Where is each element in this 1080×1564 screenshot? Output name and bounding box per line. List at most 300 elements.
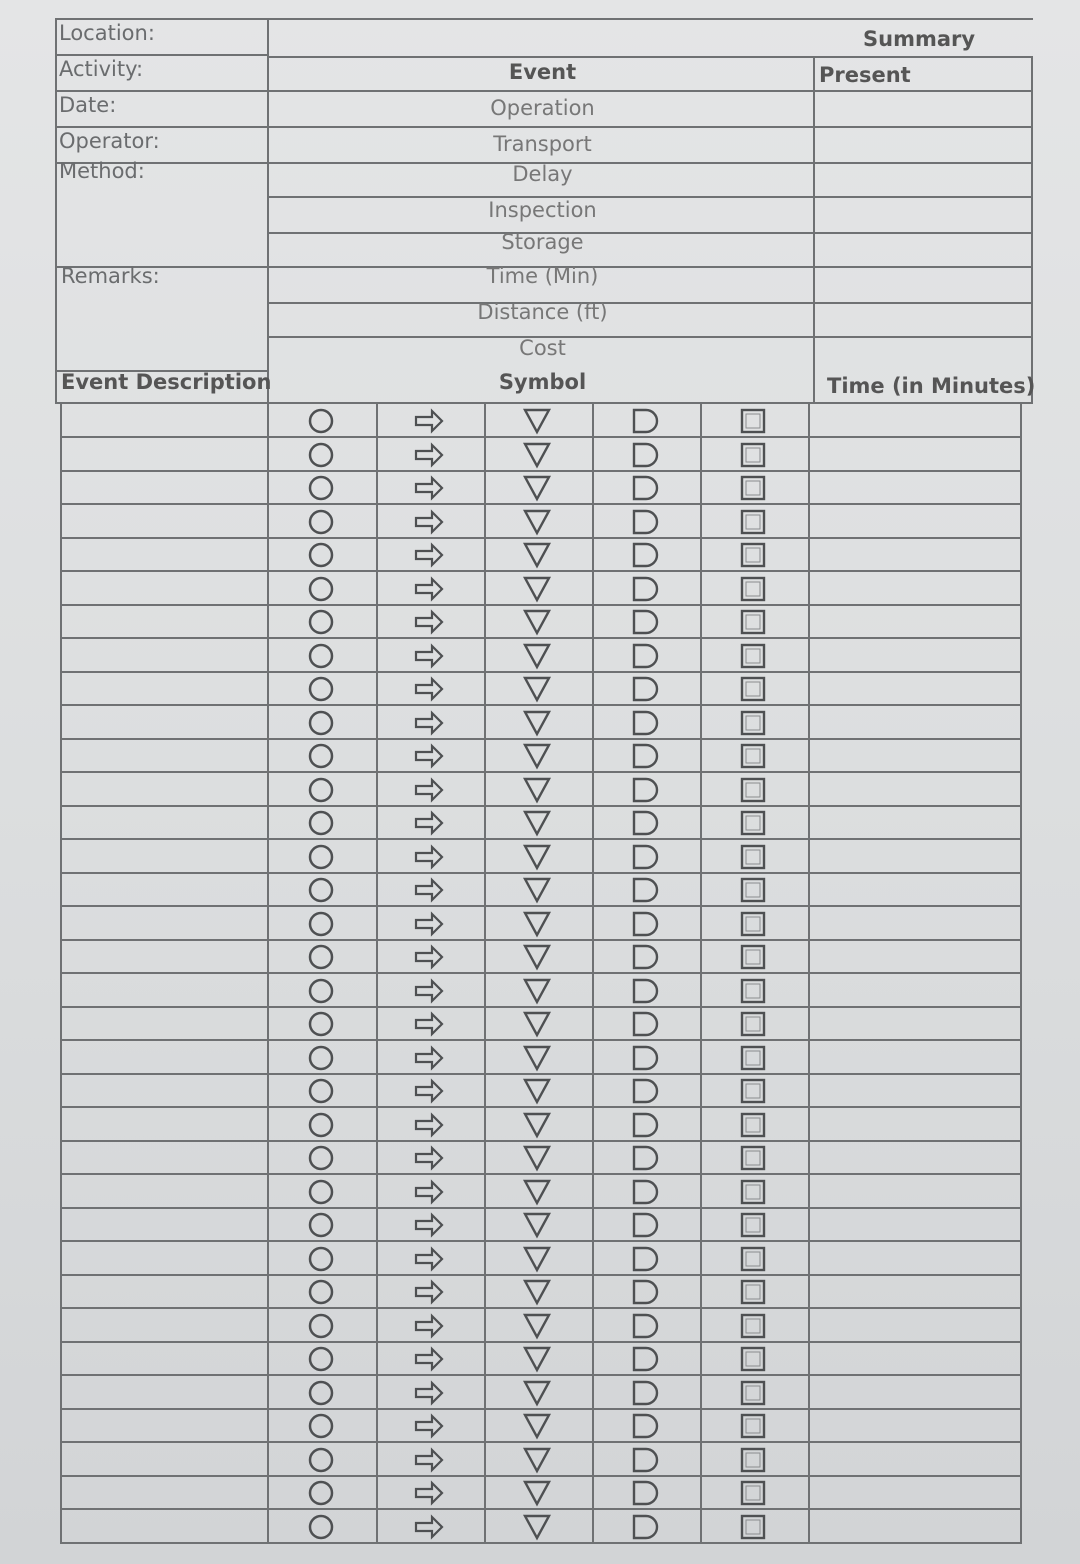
time-cell[interactable]: [810, 773, 1018, 807]
time-cell[interactable]: [810, 739, 1018, 773]
transport-arrow-icon[interactable]: [414, 1178, 444, 1206]
inspection-square-icon[interactable]: [738, 541, 768, 569]
event-description-cell[interactable]: [62, 672, 266, 706]
table-row: [60, 1108, 1022, 1142]
time-cell[interactable]: [810, 806, 1018, 840]
operation-circle-icon[interactable]: [306, 1077, 336, 1105]
time-cell[interactable]: [810, 1409, 1018, 1443]
transport-arrow-icon[interactable]: [414, 441, 444, 469]
operation-circle-icon[interactable]: [306, 1044, 336, 1072]
operation-circle-icon[interactable]: [306, 943, 336, 971]
delay-d-icon[interactable]: [630, 742, 660, 770]
time-in-minutes-header: Time (in Minutes): [827, 374, 1036, 398]
inspection-square-icon[interactable]: [738, 1312, 768, 1340]
storage-triangle-icon[interactable]: [522, 1211, 552, 1239]
inspection-square-icon[interactable]: [738, 1479, 768, 1507]
table-row: [60, 1141, 1022, 1175]
inspection-square-icon[interactable]: [738, 1245, 768, 1273]
storage-triangle-icon[interactable]: [522, 407, 552, 435]
delay-d-icon[interactable]: [630, 1446, 660, 1474]
date-label: Date:: [59, 93, 117, 117]
storage-triangle-icon[interactable]: [522, 1178, 552, 1206]
operation-circle-icon[interactable]: [306, 1144, 336, 1172]
inspection-square-icon[interactable]: [738, 776, 768, 804]
header-top-border: [55, 18, 1033, 20]
table-row: [60, 1007, 1022, 1041]
table-row: [60, 1074, 1022, 1108]
activity-label: Activity:: [59, 57, 144, 81]
time-cell[interactable]: [810, 907, 1018, 941]
storage-triangle-icon[interactable]: [522, 1446, 552, 1474]
delay-d-icon[interactable]: [630, 776, 660, 804]
inspection-square-icon[interactable]: [738, 575, 768, 603]
inspection-square-icon[interactable]: [738, 943, 768, 971]
inspection-square-icon[interactable]: [738, 675, 768, 703]
event-description-header: Event Description: [61, 370, 272, 394]
time-cell[interactable]: [810, 505, 1018, 539]
event-description-cell[interactable]: [62, 1443, 266, 1477]
transport-arrow-icon[interactable]: [414, 776, 444, 804]
inspection-square-icon[interactable]: [738, 1345, 768, 1373]
time-cell[interactable]: [810, 471, 1018, 505]
event-description-cell[interactable]: [62, 840, 266, 874]
event-description-cell[interactable]: [62, 974, 266, 1008]
operation-circle-icon[interactable]: [306, 910, 336, 938]
table-row: [60, 907, 1022, 941]
table-row: [60, 974, 1022, 1008]
table-row: [60, 1409, 1022, 1443]
transport-arrow-icon[interactable]: [414, 1077, 444, 1105]
transport-arrow-icon[interactable]: [414, 1278, 444, 1306]
operation-circle-icon[interactable]: [306, 776, 336, 804]
time-cell[interactable]: [810, 974, 1018, 1008]
time-min-label: Time (Min): [486, 264, 599, 288]
time-cell[interactable]: [810, 1275, 1018, 1309]
storage-triangle-icon[interactable]: [522, 1278, 552, 1306]
transport-arrow-icon[interactable]: [414, 407, 444, 435]
storage-triangle-icon[interactable]: [522, 776, 552, 804]
table-row: [60, 873, 1022, 907]
time-cell[interactable]: [810, 438, 1018, 472]
inspection-square-icon[interactable]: [738, 977, 768, 1005]
operation-circle-icon[interactable]: [306, 1278, 336, 1306]
table-row: [60, 505, 1022, 539]
table-row: [60, 1041, 1022, 1075]
time-cell[interactable]: [810, 1476, 1018, 1510]
event-description-cell[interactable]: [62, 538, 266, 572]
header-left-border: [55, 18, 57, 404]
table-row: [60, 840, 1022, 874]
event-header: Event: [508, 60, 577, 84]
storage-triangle-icon[interactable]: [522, 876, 552, 904]
inspection-square-icon[interactable]: [738, 1446, 768, 1474]
delay-d-icon[interactable]: [630, 1211, 660, 1239]
event-description-cell[interactable]: [62, 1275, 266, 1309]
inspection-square-icon[interactable]: [738, 1278, 768, 1306]
event-description-cell[interactable]: [62, 773, 266, 807]
transport-arrow-icon[interactable]: [414, 1144, 444, 1172]
divider: [55, 126, 267, 128]
inspection-square-icon[interactable]: [738, 843, 768, 871]
inspection-square-icon[interactable]: [738, 1077, 768, 1105]
remarks-label: Remarks:: [61, 264, 160, 288]
event-description-cell[interactable]: [62, 639, 266, 673]
time-cell[interactable]: [810, 1342, 1018, 1376]
operation-circle-icon[interactable]: [306, 575, 336, 603]
storage-triangle-icon[interactable]: [522, 1010, 552, 1038]
table-row: [60, 572, 1022, 606]
cost-label: Cost: [519, 336, 566, 360]
time-cell[interactable]: [810, 1007, 1018, 1041]
event-description-cell[interactable]: [62, 505, 266, 539]
location-label: Location:: [59, 21, 155, 45]
inspection-square-icon[interactable]: [738, 608, 768, 636]
storage-triangle-icon[interactable]: [522, 943, 552, 971]
inspection-square-icon[interactable]: [738, 407, 768, 435]
event-description-cell[interactable]: [62, 1175, 266, 1209]
event-rows: [60, 404, 1022, 1544]
operation-circle-icon[interactable]: [306, 1379, 336, 1407]
table-row: [60, 773, 1022, 807]
operator-label: Operator:: [59, 129, 160, 153]
transport-arrow-icon[interactable]: [414, 843, 444, 871]
event-description-cell[interactable]: [62, 1376, 266, 1410]
inspection-square-icon[interactable]: [738, 709, 768, 737]
time-cell[interactable]: [810, 1041, 1018, 1075]
transport-arrow-icon[interactable]: [414, 1211, 444, 1239]
inspection-square-icon[interactable]: [738, 1412, 768, 1440]
time-cell[interactable]: [810, 572, 1018, 606]
operation-circle-icon[interactable]: [306, 541, 336, 569]
event-description-cell[interactable]: [62, 739, 266, 773]
transport-arrow-icon[interactable]: [414, 1245, 444, 1273]
table-row: [60, 639, 1022, 673]
method-label: Method:: [59, 159, 145, 183]
table-row: [60, 404, 1022, 438]
event-description-cell[interactable]: [62, 1041, 266, 1075]
time-cell[interactable]: [810, 1309, 1018, 1343]
delay-d-icon[interactable]: [630, 843, 660, 871]
operation-circle-icon[interactable]: [306, 809, 336, 837]
event-description-cell[interactable]: [62, 1342, 266, 1376]
event-description-cell[interactable]: [62, 1007, 266, 1041]
delay-d-icon[interactable]: [630, 876, 660, 904]
inspection-square-icon[interactable]: [738, 1044, 768, 1072]
storage-triangle-icon[interactable]: [522, 709, 552, 737]
table-row: [60, 806, 1022, 840]
delay-d-icon[interactable]: [630, 1245, 660, 1273]
table-row: [60, 1342, 1022, 1376]
divider: [267, 126, 1033, 128]
storage-triangle-icon[interactable]: [522, 541, 552, 569]
event-description-cell[interactable]: [62, 907, 266, 941]
event-description-cell[interactable]: [62, 471, 266, 505]
transport-arrow-icon[interactable]: [414, 1044, 444, 1072]
storage-triangle-icon[interactable]: [522, 1345, 552, 1373]
operation-circle-icon[interactable]: [306, 441, 336, 469]
operation-circle-icon[interactable]: [306, 977, 336, 1005]
inspection-square-icon[interactable]: [738, 876, 768, 904]
inspection-square-icon[interactable]: [738, 1513, 768, 1541]
transport-arrow-icon[interactable]: [414, 508, 444, 536]
storage-triangle-icon[interactable]: [522, 809, 552, 837]
event-description-cell[interactable]: [62, 1074, 266, 1108]
transport-arrow-icon[interactable]: [414, 943, 444, 971]
inspection-square-icon[interactable]: [738, 1211, 768, 1239]
transport-arrow-icon[interactable]: [414, 675, 444, 703]
inspection-square-icon[interactable]: [738, 910, 768, 938]
storage-triangle-icon[interactable]: [522, 1412, 552, 1440]
storage-label: Storage: [501, 230, 584, 254]
storage-triangle-icon[interactable]: [522, 1379, 552, 1407]
transport-label: Transport: [493, 132, 592, 156]
operation-label: Operation: [490, 96, 595, 120]
delay-d-icon[interactable]: [630, 642, 660, 670]
table-row: [60, 739, 1022, 773]
delay-d-icon[interactable]: [630, 809, 660, 837]
operation-circle-icon[interactable]: [306, 642, 336, 670]
table-row: [60, 706, 1022, 740]
time-cell[interactable]: [810, 1208, 1018, 1242]
delay-d-icon[interactable]: [630, 1010, 660, 1038]
operation-circle-icon[interactable]: [306, 1513, 336, 1541]
operation-circle-icon[interactable]: [306, 1446, 336, 1474]
time-cell[interactable]: [810, 1510, 1018, 1544]
time-cell[interactable]: [810, 940, 1018, 974]
delay-d-icon[interactable]: [630, 1278, 660, 1306]
delay-d-icon[interactable]: [630, 1077, 660, 1105]
transport-arrow-icon[interactable]: [414, 809, 444, 837]
operation-circle-icon[interactable]: [306, 742, 336, 770]
inspection-square-icon[interactable]: [738, 1178, 768, 1206]
operation-circle-icon[interactable]: [306, 1211, 336, 1239]
delay-d-icon[interactable]: [630, 1345, 660, 1373]
operation-circle-icon[interactable]: [306, 1312, 336, 1340]
chart-header: [55, 18, 1036, 404]
delay-d-icon[interactable]: [630, 508, 660, 536]
time-cell[interactable]: [810, 1443, 1018, 1477]
operation-circle-icon[interactable]: [306, 1245, 336, 1273]
time-cell[interactable]: [810, 1175, 1018, 1209]
storage-triangle-icon[interactable]: [522, 742, 552, 770]
summary-title: Summary: [863, 27, 976, 51]
transport-arrow-icon[interactable]: [414, 1479, 444, 1507]
time-cell[interactable]: [810, 538, 1018, 572]
table-row: [60, 1443, 1022, 1477]
delay-d-icon[interactable]: [630, 441, 660, 469]
time-cell[interactable]: [810, 706, 1018, 740]
operation-circle-icon[interactable]: [306, 876, 336, 904]
delay-d-icon[interactable]: [630, 541, 660, 569]
transport-arrow-icon[interactable]: [414, 1111, 444, 1139]
delay-d-icon[interactable]: [630, 709, 660, 737]
operation-circle-icon[interactable]: [306, 1111, 336, 1139]
delay-d-icon[interactable]: [630, 675, 660, 703]
table-row: [60, 1175, 1022, 1209]
event-description-cell[interactable]: [62, 940, 266, 974]
delay-d-icon[interactable]: [630, 1144, 660, 1172]
operation-circle-icon[interactable]: [306, 1412, 336, 1440]
operation-circle-icon[interactable]: [306, 508, 336, 536]
delay-label: Delay: [512, 162, 573, 186]
storage-triangle-icon[interactable]: [522, 1513, 552, 1541]
time-cell[interactable]: [810, 840, 1018, 874]
time-cell[interactable]: [810, 873, 1018, 907]
delay-d-icon[interactable]: [630, 1178, 660, 1206]
storage-triangle-icon[interactable]: [522, 1312, 552, 1340]
transport-arrow-icon[interactable]: [414, 1412, 444, 1440]
storage-triangle-icon[interactable]: [522, 1077, 552, 1105]
transport-arrow-icon[interactable]: [414, 1446, 444, 1474]
storage-triangle-icon[interactable]: [522, 508, 552, 536]
delay-d-icon[interactable]: [630, 407, 660, 435]
operation-circle-icon[interactable]: [306, 1010, 336, 1038]
table-row: [60, 1208, 1022, 1242]
storage-triangle-icon[interactable]: [522, 1111, 552, 1139]
table-row: [60, 1242, 1022, 1276]
delay-d-icon[interactable]: [630, 1412, 660, 1440]
event-description-cell[interactable]: [62, 605, 266, 639]
event-description-cell[interactable]: [62, 404, 266, 438]
transport-arrow-icon[interactable]: [414, 1010, 444, 1038]
time-cell[interactable]: [810, 404, 1018, 438]
table-row: [60, 538, 1022, 572]
event-description-cell[interactable]: [62, 706, 266, 740]
inspection-square-icon[interactable]: [738, 809, 768, 837]
time-cell[interactable]: [810, 1074, 1018, 1108]
delay-d-icon[interactable]: [630, 1513, 660, 1541]
storage-triangle-icon[interactable]: [522, 441, 552, 469]
storage-triangle-icon[interactable]: [522, 910, 552, 938]
event-description-cell[interactable]: [62, 806, 266, 840]
inspection-square-icon[interactable]: [738, 742, 768, 770]
storage-triangle-icon[interactable]: [522, 1144, 552, 1172]
storage-triangle-icon[interactable]: [522, 1245, 552, 1273]
delay-d-icon[interactable]: [630, 474, 660, 502]
time-cell[interactable]: [810, 1242, 1018, 1276]
delay-d-icon[interactable]: [630, 943, 660, 971]
table-row: [60, 1510, 1022, 1544]
time-cell[interactable]: [810, 1376, 1018, 1410]
event-description-cell[interactable]: [62, 1476, 266, 1510]
header-right-border: [1031, 56, 1033, 404]
time-cell[interactable]: [810, 1141, 1018, 1175]
delay-d-icon[interactable]: [630, 1312, 660, 1340]
event-description-cell[interactable]: [62, 1208, 266, 1242]
storage-triangle-icon[interactable]: [522, 474, 552, 502]
delay-d-icon[interactable]: [630, 977, 660, 1005]
time-cell[interactable]: [810, 1108, 1018, 1142]
transport-arrow-icon[interactable]: [414, 474, 444, 502]
transport-arrow-icon[interactable]: [414, 1312, 444, 1340]
event-description-cell[interactable]: [62, 1141, 266, 1175]
inspection-square-icon[interactable]: [738, 474, 768, 502]
transport-arrow-icon[interactable]: [414, 709, 444, 737]
storage-triangle-icon[interactable]: [522, 642, 552, 670]
transport-arrow-icon[interactable]: [414, 1345, 444, 1373]
transport-arrow-icon[interactable]: [414, 541, 444, 569]
present-label: Present: [819, 63, 911, 87]
divider: [267, 56, 1033, 58]
delay-d-icon[interactable]: [630, 575, 660, 603]
transport-arrow-icon[interactable]: [414, 742, 444, 770]
delay-d-icon[interactable]: [630, 910, 660, 938]
table-row: [60, 1275, 1022, 1309]
table-row: [60, 605, 1022, 639]
operation-circle-icon[interactable]: [306, 474, 336, 502]
event-description-cell[interactable]: [62, 1510, 266, 1544]
inspection-square-icon[interactable]: [738, 1111, 768, 1139]
time-cell[interactable]: [810, 605, 1018, 639]
transport-arrow-icon[interactable]: [414, 642, 444, 670]
divider: [55, 54, 267, 56]
transport-arrow-icon[interactable]: [414, 876, 444, 904]
table-row: [60, 1476, 1022, 1510]
storage-triangle-icon[interactable]: [522, 977, 552, 1005]
storage-triangle-icon[interactable]: [522, 843, 552, 871]
transport-arrow-icon[interactable]: [414, 575, 444, 603]
event-description-cell[interactable]: [62, 873, 266, 907]
transport-arrow-icon[interactable]: [414, 608, 444, 636]
event-description-cell[interactable]: [62, 1309, 266, 1343]
storage-triangle-icon[interactable]: [522, 608, 552, 636]
divider: [267, 90, 1033, 92]
header-divider-left: [267, 18, 269, 404]
operation-circle-icon[interactable]: [306, 843, 336, 871]
table-row: [60, 1376, 1022, 1410]
operation-circle-icon[interactable]: [306, 709, 336, 737]
delay-d-icon[interactable]: [630, 608, 660, 636]
table-row: [60, 672, 1022, 706]
delay-d-icon[interactable]: [630, 1111, 660, 1139]
inspection-square-icon[interactable]: [738, 441, 768, 469]
delay-d-icon[interactable]: [630, 1044, 660, 1072]
storage-triangle-icon[interactable]: [522, 575, 552, 603]
inspection-square-icon[interactable]: [738, 1144, 768, 1172]
inspection-square-icon[interactable]: [738, 508, 768, 536]
event-description-cell[interactable]: [62, 438, 266, 472]
storage-triangle-icon[interactable]: [522, 1479, 552, 1507]
operation-circle-icon[interactable]: [306, 675, 336, 703]
operation-circle-icon[interactable]: [306, 407, 336, 435]
time-cell[interactable]: [810, 672, 1018, 706]
event-description-cell[interactable]: [62, 1242, 266, 1276]
inspection-square-icon[interactable]: [738, 1379, 768, 1407]
transport-arrow-icon[interactable]: [414, 910, 444, 938]
inspection-square-icon[interactable]: [738, 642, 768, 670]
operation-circle-icon[interactable]: [306, 608, 336, 636]
delay-d-icon[interactable]: [630, 1479, 660, 1507]
symbol-header: Symbol: [498, 370, 587, 394]
transport-arrow-icon[interactable]: [414, 1513, 444, 1541]
distance-label: Distance (ft): [477, 300, 608, 324]
operation-circle-icon[interactable]: [306, 1345, 336, 1373]
transport-arrow-icon[interactable]: [414, 977, 444, 1005]
event-description-cell[interactable]: [62, 1108, 266, 1142]
inspection-label: Inspection: [488, 198, 597, 222]
operation-circle-icon[interactable]: [306, 1178, 336, 1206]
inspection-square-icon[interactable]: [738, 1010, 768, 1038]
time-cell[interactable]: [810, 639, 1018, 673]
delay-d-icon[interactable]: [630, 1379, 660, 1407]
storage-triangle-icon[interactable]: [522, 1044, 552, 1072]
event-description-cell[interactable]: [62, 572, 266, 606]
event-description-cell[interactable]: [62, 1409, 266, 1443]
operation-circle-icon[interactable]: [306, 1479, 336, 1507]
table-row: [60, 438, 1022, 472]
transport-arrow-icon[interactable]: [414, 1379, 444, 1407]
storage-triangle-icon[interactable]: [522, 675, 552, 703]
